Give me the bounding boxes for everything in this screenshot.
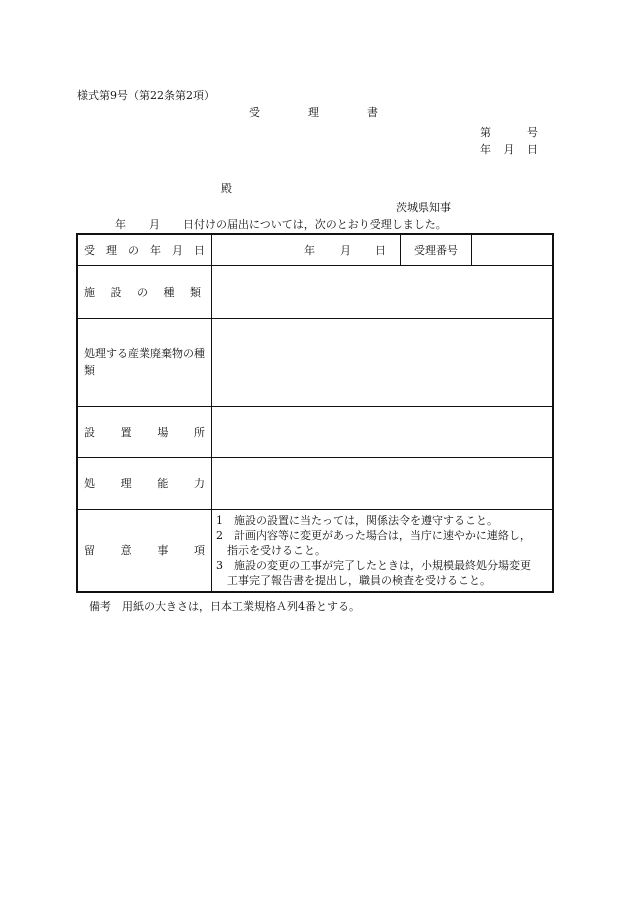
date-day: 日 [527, 143, 538, 156]
location-value [212, 406, 554, 457]
label-receipt-date: 受 理 の 年 月 日 [77, 234, 212, 265]
intro-text: 日付けの届出については，次のとおり受理しました。 [183, 218, 447, 231]
title-char: 書 [367, 106, 378, 119]
intro-month: 月 [149, 218, 160, 231]
document-title [249, 104, 378, 120]
row-waste-type [77, 318, 553, 406]
row-notes [77, 509, 553, 592]
footer-remark: 備考 用紙の大きさは，日本工業規格Ａ列4番とする。 [89, 600, 360, 613]
note-item: 3 施設の変更の工事が完了したときは，小規模最終処分場変更 [216, 558, 531, 572]
receipt-number-value [472, 234, 554, 265]
title-char: 受 [249, 106, 260, 119]
row-facility-type [77, 265, 553, 318]
issuer-name: 茨城県知事 [396, 201, 451, 214]
note-item-continuation: 工事完了報告書を提出し，職員の検査を受けること。 [227, 573, 491, 587]
capacity-value [212, 457, 554, 509]
label-facility-type: 施 設 の 種 類 [77, 265, 212, 318]
intro-year: 年 [115, 218, 126, 231]
receipt-date-month: 月 [340, 243, 351, 257]
waste-type-value [212, 318, 554, 406]
date-month: 月 [503, 143, 515, 156]
date-year: 年 [480, 143, 491, 156]
issue-date-line [480, 141, 538, 157]
number-suffix: 号 [527, 126, 538, 139]
label-receipt-number: 受理番号 [401, 234, 472, 265]
document-number-line [480, 124, 538, 140]
row-location [77, 406, 553, 457]
receipt-date-value [212, 234, 401, 265]
note-item: 2 計画内容等に変更があった場合は，当庁に速やかに連絡し， [216, 528, 531, 542]
label-notes: 留 意 事 項 [77, 509, 212, 592]
title-char: 理 [308, 106, 319, 119]
addressee-suffix: 殿 [221, 182, 232, 195]
receipt-table [76, 233, 554, 593]
note-item-continuation: 指示を受けること。 [227, 543, 326, 557]
label-capacity: 処 理 能 力 [77, 457, 212, 509]
form-number: 様式第9号（第22条第2項） [77, 89, 215, 102]
row-capacity [77, 457, 553, 509]
row-receipt-date [77, 234, 553, 265]
facility-type-value [212, 265, 554, 318]
receipt-date-year: 年 [304, 243, 315, 257]
label-waste-type: 処理する産業廃棄物の種類 [77, 318, 212, 406]
note-item: 1 施設の設置に当たっては，関係法令を遵守すること。 [216, 513, 498, 527]
label-location: 設 置 場 所 [77, 406, 212, 457]
number-prefix: 第 [480, 126, 491, 139]
receipt-date-day: 日 [375, 243, 386, 257]
notes-list [212, 509, 554, 592]
